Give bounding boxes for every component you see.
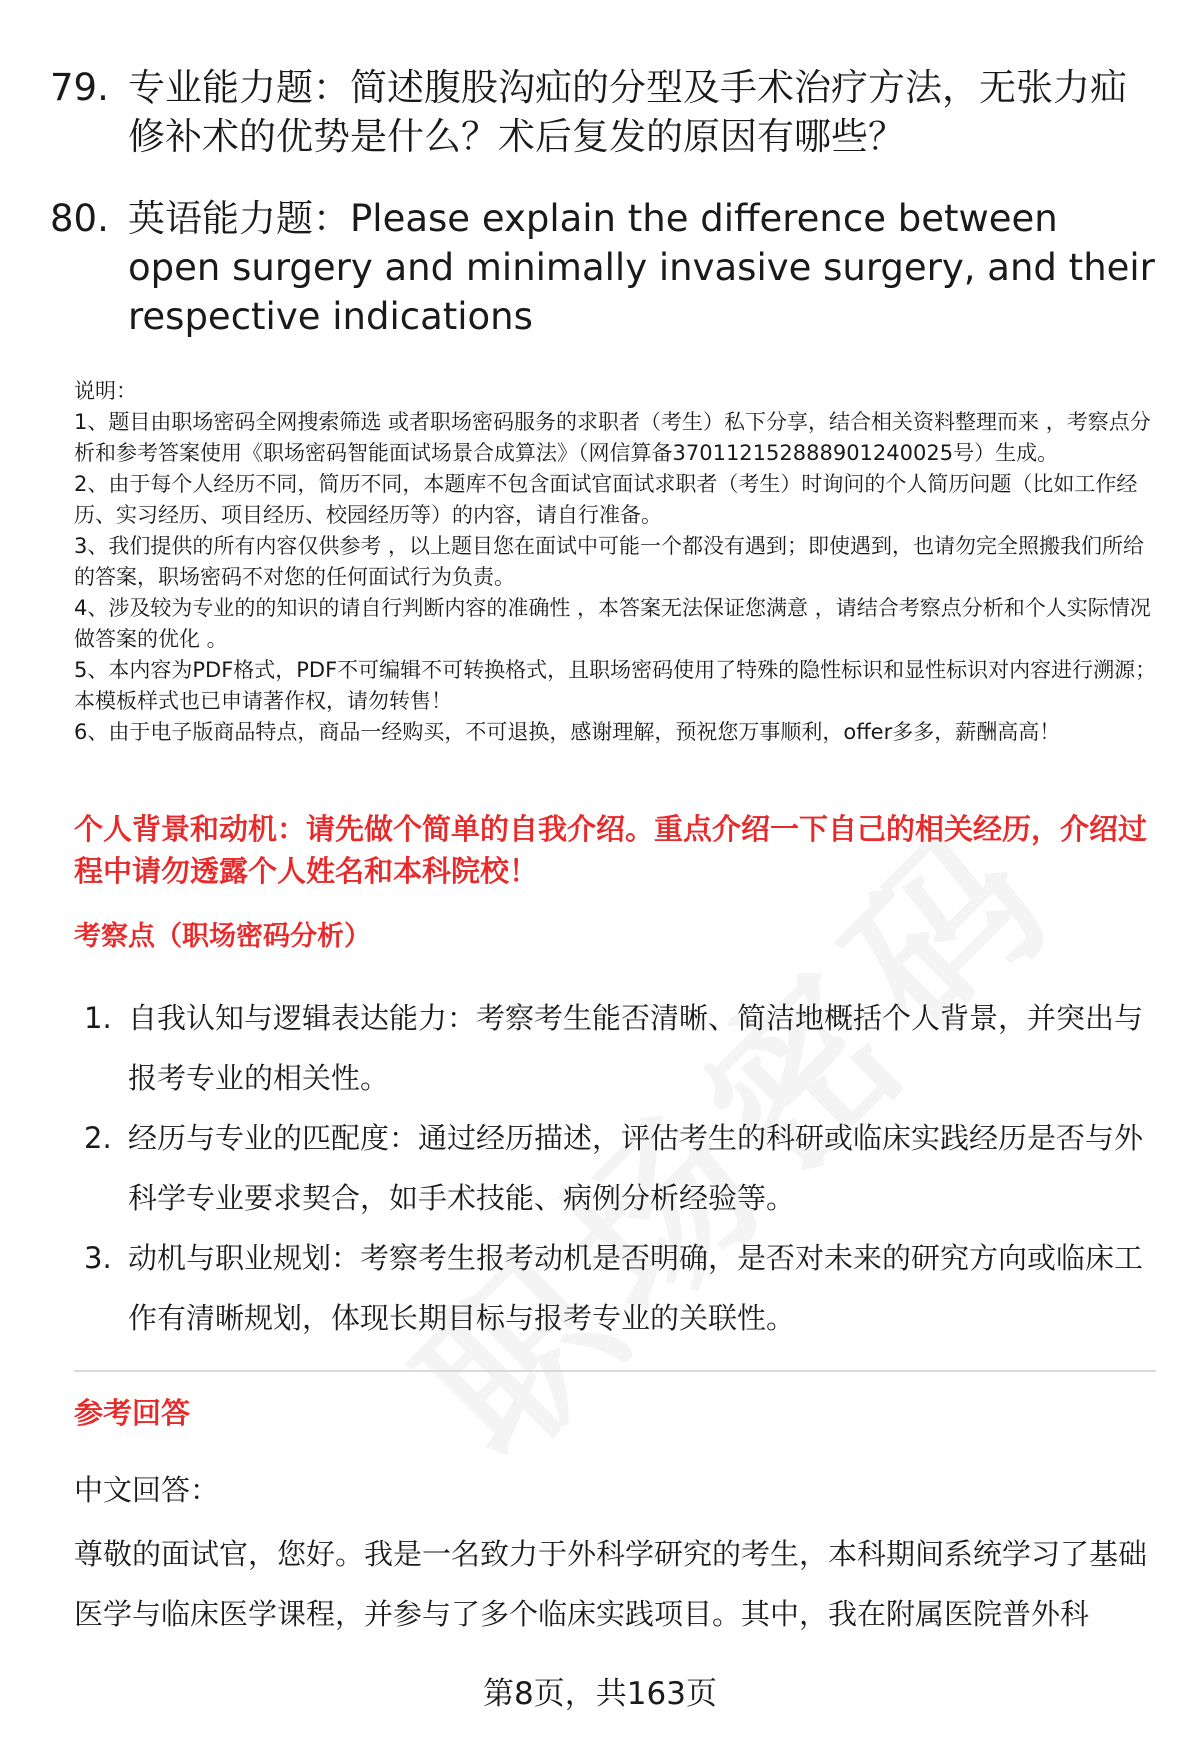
note-item: 2、由于每个人经历不同，简历不同，本题库不包含面试官面试求职者（考生）时询问的个人简历问题（比如工作经历、实习经历、项目经历、校园经历等）的内容，请自行准备。	[74, 472, 1138, 527]
page-footer: 第8页，共163页	[483, 1676, 717, 1712]
note-item: 3、我们提供的所有内容仅供参考 ，以上题目您在面试中可能一个都没有遇到；即使遇到，也请勿完全照搬我们所给的答案，职场密码不对您的任何面试行为负责。	[74, 534, 1145, 589]
reference-heading: 参考回答	[74, 1396, 191, 1430]
question-79	[50, 63, 1160, 161]
assessment-points	[74, 988, 1154, 1348]
question-text: 英语能力题：Please explain the difference between open surgery and minimally invasive surgery, and their respective indications	[128, 197, 1155, 338]
point-number: 2.	[84, 1121, 112, 1155]
point-text: 经历与专业的匹配度：通过经历描述，评估考生的科研或临床实践经历是否与外科学专业要求契合，如手术技能、病例分析经验等。	[128, 1121, 1144, 1215]
question-text: 专业能力题：简述腹股沟疝的分型及手术治疗方法，无张力疝修补术的优势是什么？术后复发的原因有哪些？	[128, 66, 1127, 158]
question-number: 80.	[50, 197, 109, 240]
disclaimer-notes	[74, 376, 1164, 748]
note-item: 4、涉及较为专业的的知识的请自行判断内容的准确性 ，本答案无法保证您满意 ，请结合考察点分析和个人实际情况做答案的优化 。	[74, 596, 1151, 651]
point-number: 1.	[84, 1001, 112, 1035]
notes-title: 说明：	[74, 379, 137, 403]
list-item	[74, 988, 1154, 1108]
note-item: 1、题目由职场密码全网搜索筛选 或者职场密码服务的求职者（考生）私下分享，结合相关资料整理而来 ，考察点分析和参考答案使用《职场密码智能面试场景合成算法》（网信算备370112152888901240025号）生成。	[74, 410, 1151, 465]
point-number: 3.	[84, 1241, 112, 1275]
answer-text: 尊敬的面试官，您好。我是一名致力于外科学研究的考生，本科期间系统学习了基础医学与临床医学课程，并参与了多个临床实践项目。其中，我在附属医院普外科	[74, 1537, 1148, 1631]
note-item: 6、由于电子版商品特点，商品一经购买，不可退换，感谢理解，预祝您万事顺利，offer多多，薪酬高高！	[74, 720, 1061, 744]
section-divider	[74, 1370, 1156, 1372]
point-text: 自我认知与逻辑表达能力：考察考生能否清晰、简洁地概括个人背景，并突出与报考专业的相关性。	[128, 1001, 1144, 1095]
list-item	[74, 1228, 1154, 1348]
question-number: 79.	[50, 66, 109, 109]
point-text: 动机与职业规划：考察考生报考动机是否明确，是否对未来的研究方向或临床工作有清晰规划，体现长期目标与报考专业的关联性。	[128, 1241, 1144, 1335]
question-80	[50, 194, 1160, 341]
list-item	[74, 1108, 1154, 1228]
answer-label: 中文回答：	[74, 1473, 220, 1507]
points-heading: 考察点（职场密码分析）	[74, 921, 371, 952]
note-item: 5、本内容为PDF格式，PDF不可编辑不可转换格式，且职场密码使用了特殊的隐性标识和显性标识对内容进行溯源；本模板样式也已申请著作权，请勿转售！	[74, 658, 1157, 713]
background-question: 个人背景和动机：请先做个简单的自我介绍。重点介绍一下自己的相关经历，介绍过程中请勿透露个人姓名和本科院校！	[74, 812, 1148, 888]
